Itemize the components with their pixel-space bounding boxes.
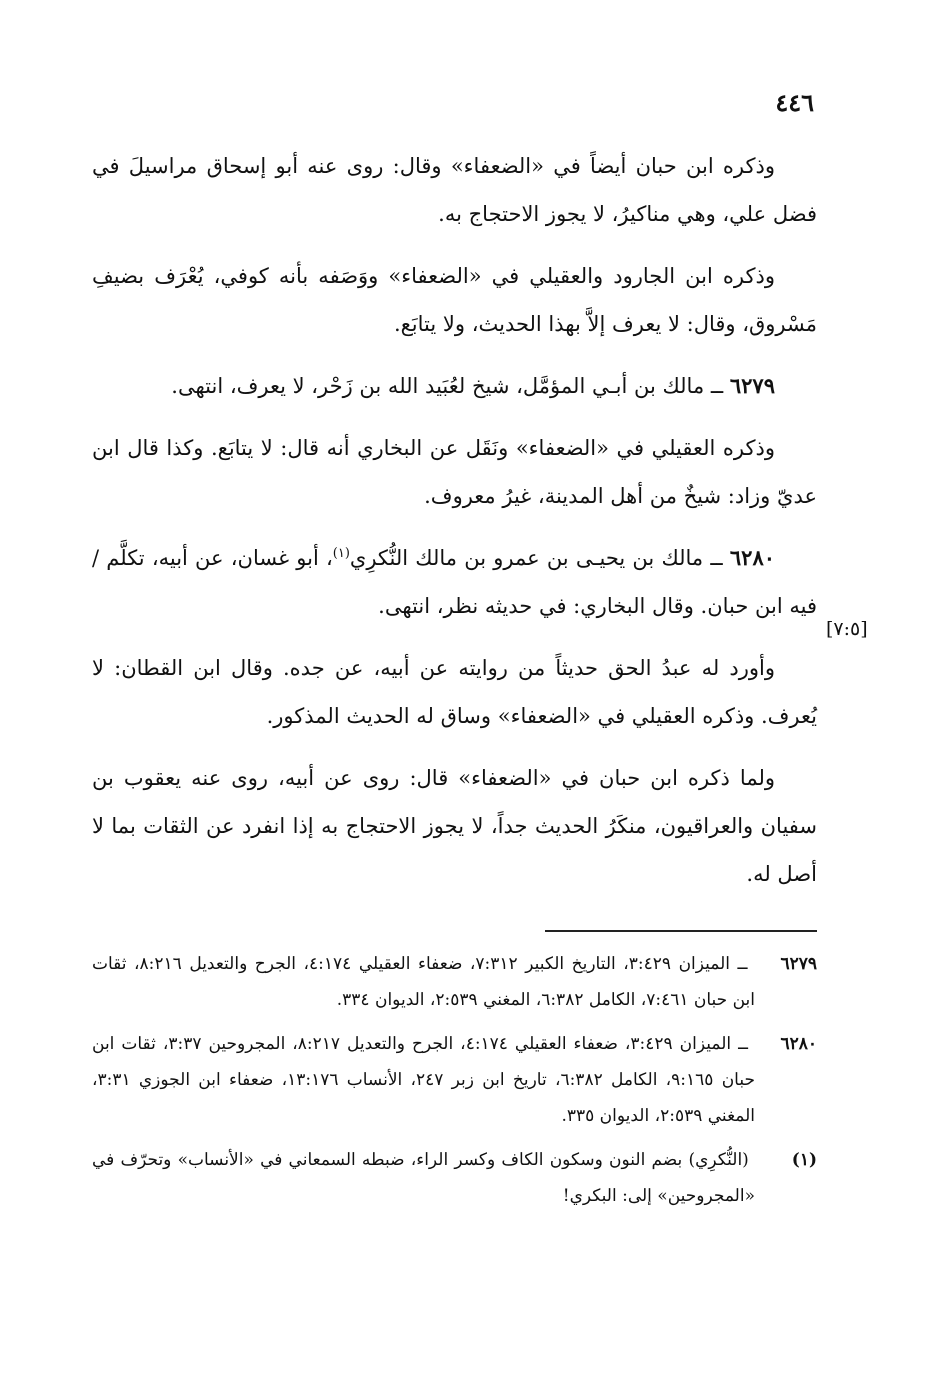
entry-text: ــ مالك بن يحيـى بن عمرو بن مالك النُّكرِي: [349, 546, 723, 570]
paragraph: وذكره ابن الجارود والعقيلي في «الضعفاء» ووَصَفه بأنه كوفي، يُعْرَف بضيفِ مَسْروق، وقال: لا يعرف إلاَّ بهذا الحديث، ولا يتابَع.: [92, 264, 817, 336]
footnote-text: ــ الميزان ٣:٤٢٩، ضعفاء العقيلي ٤:١٧٤، الجرح والتعديل ٨:٢١٧، المجروحين ٣:٣٧، ثقات ابن حبان ٩:١٦٥، الكامل ٦:٣٨٢، تاريخ ابن زبر ٢٤٧، الأنساب ١٣:١٧٦، ضعفاء ابن الجوزي ٣:٣١، المغني ٢:٥٣٩، الديوان ٣٣٥.: [92, 1034, 755, 1126]
footnote-reference[interactable]: (١): [332, 546, 350, 561]
paragraph: وذكره ابن حبان أيضاً في «الضعفاء» وقال: روى عنه أبو إسحاق مراسيلَ في فضل علي، وهي مناكيرُ، لا يجوز الاحتجاج به.: [92, 154, 817, 226]
footnotes: [92, 946, 817, 1222]
entry-number: ٦٢٨٠: [729, 545, 776, 570]
footnote-text: (النُّكرِي) بضم النون وسكون الكاف وكسر الراء، ضبطه السمعاني في «الأنساب» وتحرّف في «المجروحين» إلى: البكري!: [92, 1150, 755, 1206]
page-number: ٤٤٦: [775, 88, 814, 117]
entry-6279: [92, 362, 817, 410]
footnote-number: ٦٢٨٠: [780, 1034, 818, 1054]
footnote-item: [92, 946, 817, 1018]
entry-number: ٦٢٧٩: [729, 373, 775, 398]
main-text: [92, 142, 817, 912]
footnote-text: ــ الميزان ٣:٤٢٩، التاريخ الكبير ٧:٣١٢، ضعفاء العقيلي ٤:١٧٤، الجرح والتعديل ٨:٢١٦، ثقات ابن حبان ٧:٤٦١، الكامل ٦:٣٨٢، المغني ٢:٥٣٩، الديوان ٣٣٤.: [92, 954, 755, 1010]
footnote-number: ٦٢٧٩: [780, 954, 818, 974]
footnote-divider: [545, 930, 817, 932]
paragraph: وأورد له عبدُ الحق حديثاً من روايته عن أبيه، عن جده. وقال ابن القطان: لا يُعرف. وذكره العقيلي في «الضعفاء» وساق له الحديث المذكور.: [92, 656, 817, 728]
volume-page-marker: [٧:٥]: [826, 618, 868, 640]
entry-text-continued: ، أبو غسان، عن أبيه، تكلَّم / فيه ابن حبان. وقال البخاري: في حديثه نظر، انتهى.: [92, 546, 817, 618]
entry-6280: [92, 534, 817, 630]
paragraph: وذكره العقيلي في «الضعفاء» ونَقَل عن البخاري أنه قال: لا يتابَع. وكذا قال ابن عديّ وزاد: شيخٌ من أهل المدينة، غيرُ معروف.: [92, 436, 817, 508]
footnote-item: [92, 1026, 817, 1134]
paragraph: ولما ذكره ابن حبان في «الضعفاء» قال: روى عن أبيه، روى عنه يعقوب بن سفيان والعراقيون، منكَرُ الحديث جداً، لا يجوز الاحتجاج به إذا انفرد عن الثقات بما لا أصل له.: [92, 766, 817, 886]
footnote-number: (١): [791, 1150, 818, 1170]
entry-text: ــ مالك بن أبـي المؤمَّل، شيخ لعُبَيد الله بن زَحْر، لا يعرف، انتهى.: [171, 374, 724, 398]
footnote-item: [92, 1142, 817, 1214]
